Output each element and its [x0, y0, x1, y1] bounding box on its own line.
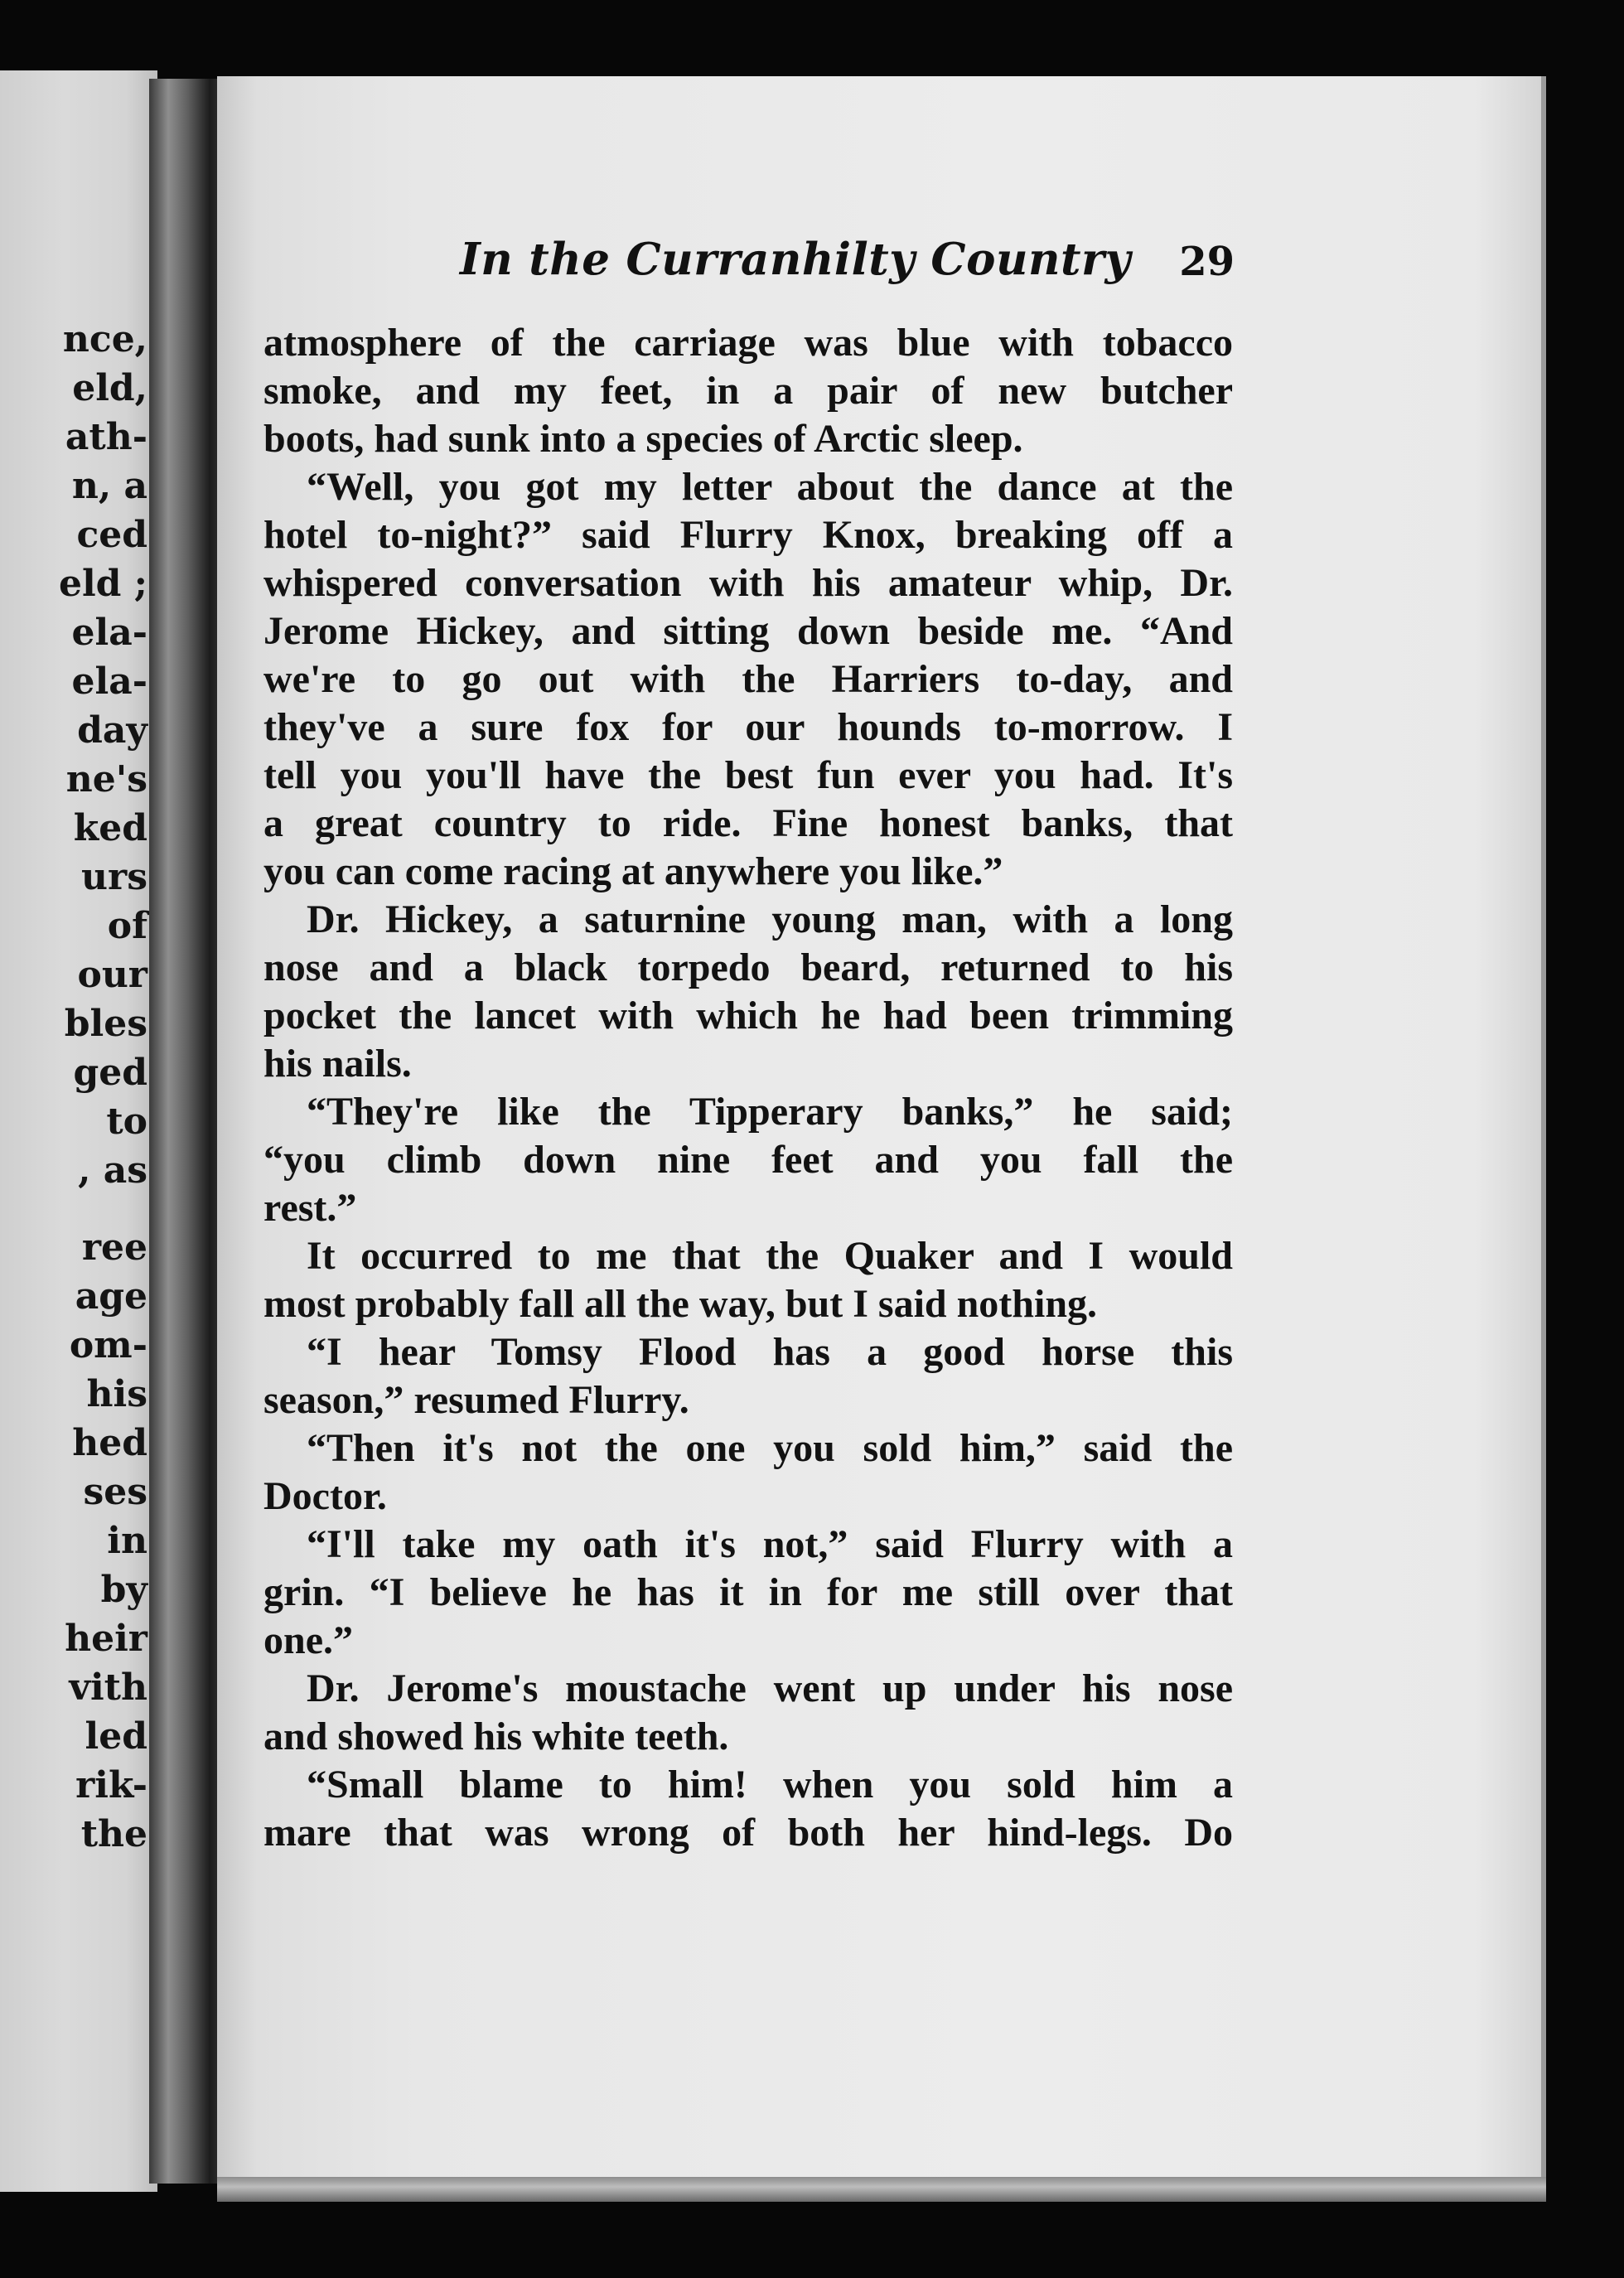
left-line: rik- — [75, 1764, 147, 1806]
left-line: hed — [72, 1422, 147, 1464]
left-line: day — [77, 709, 147, 752]
left-line: ced — [76, 514, 147, 556]
text-line: “They're like the Tipperary banks,” he said; — [307, 1090, 1233, 1134]
left-line: the — [80, 1813, 147, 1855]
left-line: nce, — [62, 318, 147, 360]
text-line: tell you you'll have the best fun ever you had. It's — [263, 753, 1233, 797]
text-line: and showed his white teeth. — [263, 1715, 729, 1758]
page-bottom-edge — [217, 2177, 1546, 2202]
text-line: rest.” — [263, 1186, 357, 1230]
running-header — [460, 234, 1235, 292]
text-line: “you climb down nine feet and you fall the — [263, 1138, 1233, 1182]
text-line: hotel to-night?” said Flurry Knox, breaking off a — [263, 513, 1233, 557]
left-line: heir — [65, 1618, 147, 1660]
left-line: , as — [78, 1149, 147, 1192]
text-line: most probably fall all the way, but I said nothing. — [263, 1282, 1098, 1326]
text-line: one.” — [263, 1618, 353, 1662]
left-line: ela- — [71, 660, 147, 703]
left-line: by — [100, 1569, 147, 1611]
left-line: ne's — [65, 758, 147, 800]
left-line: n, a — [71, 465, 147, 507]
left-line: eld ; — [58, 563, 147, 605]
left-line: ela- — [71, 612, 147, 654]
left-line: age — [75, 1275, 147, 1318]
text-line: grin. “I believe he has it in for me still over that — [263, 1570, 1233, 1614]
left-line: bles — [64, 1003, 147, 1045]
left-line: in — [107, 1520, 147, 1562]
text-line: Dr. Hickey, a saturnine young man, with a long — [307, 897, 1233, 941]
left-line: our — [77, 954, 147, 996]
text-line: pocket the lancet with which he had been trimming — [263, 994, 1233, 1037]
left-line: ses — [83, 1471, 147, 1513]
text-line: Jerome Hickey, and sitting down beside me. “And — [263, 609, 1233, 653]
text-line: season,” resumed Flurry. — [263, 1378, 689, 1422]
text-line: nose and a black torpedo beard, returned to his — [263, 946, 1233, 989]
text-line: Doctor. — [263, 1474, 387, 1518]
page-number: 29 — [1179, 239, 1235, 285]
text-line: smoke, and my feet, in a pair of new butcher — [263, 369, 1233, 413]
left-line: ged — [73, 1052, 147, 1094]
previous-page-line-ends — [59, 315, 147, 1859]
left-line: urs — [81, 856, 147, 898]
text-line: boots, had sunk into a species of Arctic sleep. — [263, 417, 1023, 461]
text-line: “I'll take my oath it's not,” said Flurry with a — [307, 1522, 1233, 1566]
left-line: of — [107, 905, 147, 947]
text-line: they've a sure fox for our hounds to-morrow. I — [263, 705, 1233, 749]
left-line: ree — [81, 1226, 147, 1269]
left-line: ath- — [65, 416, 147, 458]
text-line: It occurred to me that the Quaker and I would — [307, 1234, 1233, 1278]
text-line: Dr. Jerome's moustache went up under his nose — [307, 1666, 1233, 1710]
text-line: we're to go out with the Harriers to-day, and — [263, 657, 1233, 701]
left-line: vith — [69, 1666, 147, 1709]
left-line: ked — [73, 807, 147, 849]
left-line: his — [86, 1373, 147, 1415]
text-line: whispered conversation with his amateur whip, Dr. — [263, 561, 1233, 605]
text-line: a great country to ride. Fine honest banks, that — [263, 801, 1233, 845]
text-line: you can come racing at anywhere you like.” — [263, 849, 1003, 893]
text-line: “Small blame to him! when you sold him a — [307, 1763, 1233, 1806]
left-line: om- — [69, 1324, 147, 1366]
text-line: mare that was wrong of both her hind-legs. Do — [263, 1811, 1233, 1855]
left-line: to — [106, 1100, 147, 1143]
text-line: “Then it's not the one you sold him,” said the — [307, 1426, 1233, 1470]
previous-page-fragment — [0, 70, 157, 2192]
text-line: his nails. — [263, 1042, 412, 1086]
left-line: led — [85, 1715, 147, 1758]
body-text — [263, 319, 1233, 1857]
running-title: In the Curranhilty Country — [460, 234, 1131, 285]
left-line: eld, — [72, 367, 147, 409]
text-line: “I hear Tomsy Flood has a good horse this — [307, 1330, 1233, 1374]
text-line: atmosphere of the carriage was blue with tobacco — [263, 321, 1233, 365]
text-line: “Well, you got my letter about the dance at the — [307, 465, 1233, 509]
